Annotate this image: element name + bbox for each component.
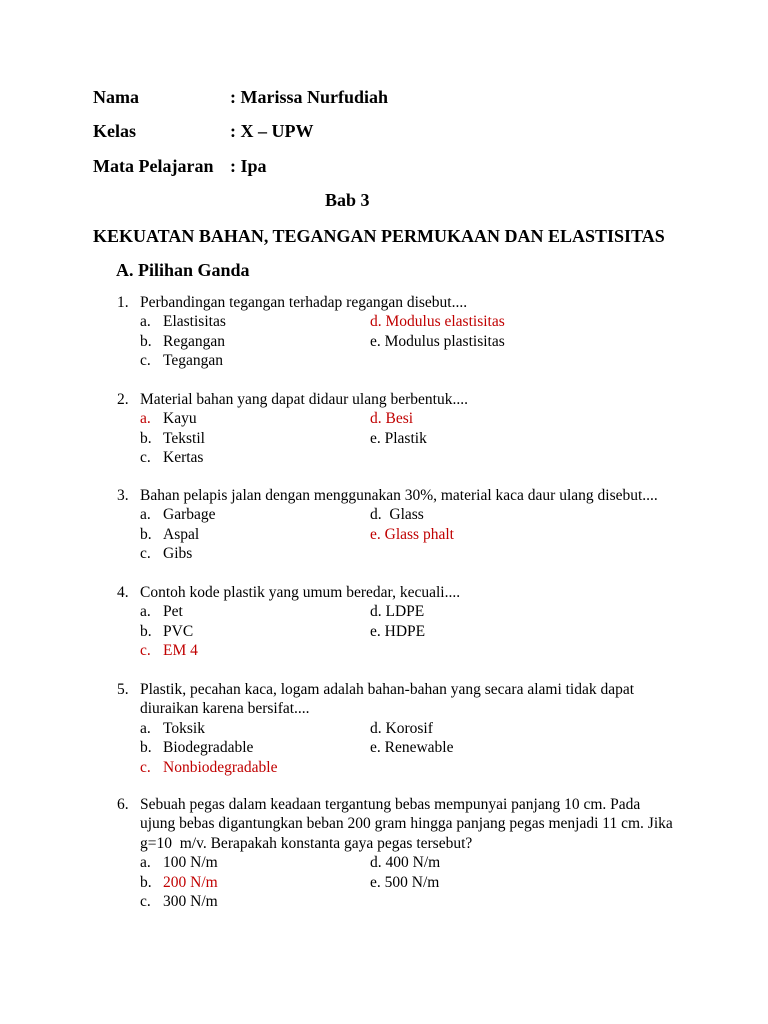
question-5-option-a-letter: a.	[140, 719, 151, 737]
question-4-option-e: e. HDPE	[370, 622, 426, 640]
question-5-option-c-letter: c.	[140, 758, 151, 776]
section-heading: A. Pilihan Ganda	[116, 260, 250, 280]
question-5-option-b-letter: b.	[140, 739, 152, 757]
question-4-number: 4.	[117, 584, 129, 601]
option-row	[0, 505, 768, 524]
question-6-option-a-letter: a.	[140, 854, 151, 872]
question-1-text: Perbandingan tegangan terhadap regangan disebut....	[140, 294, 468, 311]
question-3-option-b-letter: b.	[140, 525, 152, 543]
question-4-option-d: d. LDPE	[370, 603, 425, 621]
question-5-text-line-2: diuraikan karena bersifat....	[140, 700, 310, 718]
question-4-option-c-letter: c.	[140, 642, 151, 660]
question-stem-line	[0, 293, 768, 312]
option-row	[0, 448, 768, 467]
option-row	[0, 622, 768, 641]
question-6-option-d: d. 400 N/m	[370, 854, 441, 872]
option-row	[0, 332, 768, 351]
subject-value: : Ipa	[230, 156, 267, 176]
question-4-option-a-letter: a.	[140, 603, 151, 621]
option-row	[0, 312, 768, 331]
question-2-option-a-letter: a.	[140, 410, 151, 428]
question-3-option-d: d. Glass	[370, 506, 424, 524]
question-1-option-c-letter: c.	[140, 352, 151, 370]
question-2	[0, 390, 768, 468]
question-6-text-line-1: Sebuah pegas dalam keadaan tergantung bebas mempunyai panjang 10 cm. Pada	[140, 796, 641, 813]
question-stem-line	[0, 699, 768, 718]
question-5-option-b-text: Biodegradable	[163, 739, 254, 757]
question-4-option-c-text: EM 4	[163, 642, 198, 660]
question-6	[0, 795, 768, 911]
question-3-option-a-text: Garbage	[163, 506, 216, 524]
name-value: : Marissa Nurfudiah	[230, 87, 389, 107]
question-1-option-a-letter: a.	[140, 313, 151, 331]
question-5-option-c-text: Nonbiodegradable	[163, 758, 278, 776]
option-row	[0, 873, 768, 892]
option-row	[0, 409, 768, 428]
question-1-option-b-text: Regangan	[163, 332, 225, 350]
question-6-number: 6.	[117, 796, 129, 813]
question-4-option-b-text: PVC	[163, 622, 194, 640]
question-2-number: 2.	[117, 391, 129, 408]
question-5-option-e: e. Renewable	[370, 739, 454, 757]
question-6-option-b-letter: b.	[140, 873, 152, 891]
question-6-text-line-2: ujung bebas digantungkan beban 200 gram hingga panjang pegas menjadi 11 cm. Jika	[140, 815, 673, 833]
option-row	[0, 544, 768, 563]
question-2-text: Material bahan yang dapat didaur ulang berbentuk....	[140, 391, 468, 408]
question-3-option-a-letter: a.	[140, 506, 151, 524]
option-row	[0, 525, 768, 544]
question-4-text: Contoh kode plastik yang umum beredar, kecuali....	[140, 584, 461, 601]
option-row	[0, 351, 768, 370]
option-row	[0, 429, 768, 448]
question-1-number: 1.	[117, 294, 129, 311]
question-5-option-a-text: Toksik	[163, 719, 205, 737]
question-4	[0, 583, 768, 661]
question-2-option-e: e. Plastik	[370, 429, 427, 447]
question-3-text: Bahan pelapis jalan dengan menggunakan 30%, material kaca daur ulang disebut....	[140, 487, 658, 504]
question-stem-line	[0, 390, 768, 409]
subject-label: Mata Pelajaran	[93, 156, 214, 176]
question-stem-line	[0, 834, 768, 853]
question-2-option-b-letter: b.	[140, 429, 152, 447]
name-label: Nama	[93, 87, 139, 107]
question-5-number: 5.	[117, 681, 129, 698]
question-6-text-line-3: g=10 m/v. Berapakah konstanta gaya pegas tersebut?	[140, 834, 473, 852]
option-row	[0, 719, 768, 738]
option-row	[0, 853, 768, 872]
question-2-option-c-letter: c.	[140, 449, 151, 467]
option-row	[0, 758, 768, 777]
question-2-option-c-text: Kertas	[163, 449, 204, 467]
question-5	[0, 680, 768, 777]
question-stem-line	[0, 583, 768, 602]
chapter-heading: Bab 3	[325, 190, 370, 210]
question-3-number: 3.	[117, 487, 129, 504]
question-1-option-c-text: Tegangan	[163, 352, 224, 370]
question-3	[0, 486, 768, 564]
page-title: KEKUATAN BAHAN, TEGANGAN PERMUKAAN DAN ELASTISITAS	[93, 226, 665, 246]
question-stem-line	[0, 795, 768, 814]
question-1	[0, 293, 768, 371]
question-5-text-line-1: Plastik, pecahan kaca, logam adalah bahan-bahan yang secara alami tidak dapat	[140, 681, 635, 698]
question-3-option-b-text: Aspal	[163, 525, 200, 543]
question-1-option-a-text: Elastisitas	[163, 313, 226, 331]
class-value: : X – UPW	[230, 121, 314, 141]
class-label: Kelas	[93, 121, 136, 141]
question-2-option-a-text: Kayu	[163, 410, 197, 428]
question-3-option-c-letter: c.	[140, 545, 151, 563]
question-6-option-e: e. 500 N/m	[370, 873, 440, 891]
question-1-option-e: e. Modulus plastisitas	[370, 332, 505, 350]
option-row	[0, 602, 768, 621]
question-5-option-d: d. Korosif	[370, 719, 433, 737]
question-2-option-b-text: Tekstil	[163, 429, 205, 447]
option-row	[0, 892, 768, 911]
question-6-option-c-text: 300 N/m	[163, 892, 218, 910]
question-4-option-b-letter: b.	[140, 622, 152, 640]
question-6-option-b-text: 200 N/m	[163, 873, 218, 891]
question-6-option-c-letter: c.	[140, 892, 151, 910]
question-4-option-a-text: Pet	[163, 603, 183, 621]
question-6-option-a-text: 100 N/m	[163, 854, 218, 872]
question-1-option-d: d. Modulus elastisitas	[370, 313, 505, 331]
question-stem-line	[0, 814, 768, 833]
question-stem-line	[0, 486, 768, 505]
option-row	[0, 738, 768, 757]
question-3-option-e: e. Glass phalt	[370, 525, 454, 543]
question-1-option-b-letter: b.	[140, 332, 152, 350]
question-3-option-c-text: Gibs	[163, 545, 193, 563]
option-row	[0, 641, 768, 660]
question-2-option-d: d. Besi	[370, 410, 414, 428]
question-stem-line	[0, 680, 768, 699]
